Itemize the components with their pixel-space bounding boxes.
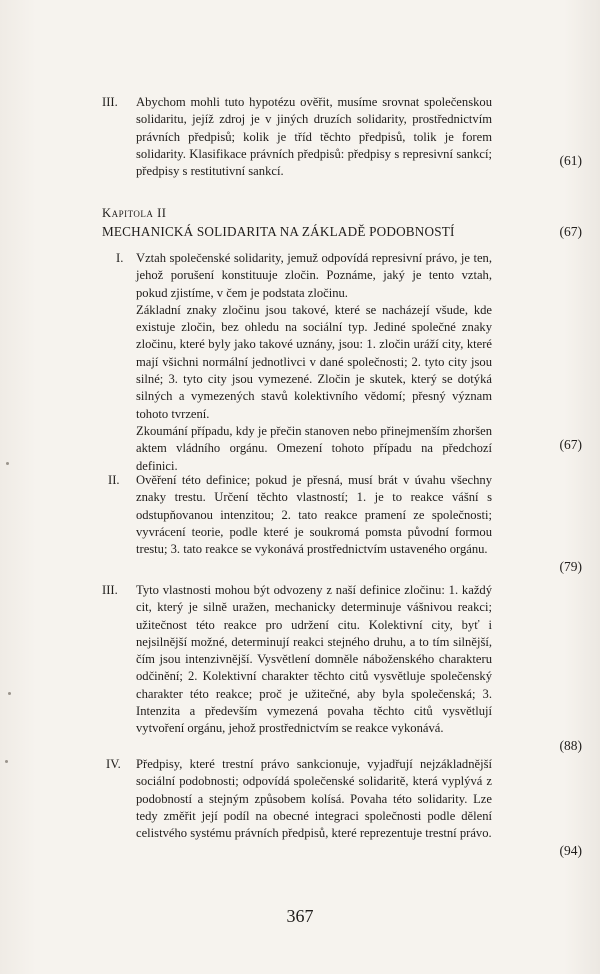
section-paragraph: Ověření této definice; pokud je přesná, musí brát v úvahu všechny znaky trestu. Určení těchto vlastností; 1. je to reakce vášní s odstupňovanou intenzitou; 2. tato reakce pramení ze společnosti; vyvrácení teorie, podle které je soukromá pomsta původní formou trestu; 3. tato reakce se vykonává prostřednictvím ustaveného orgánu. (136, 473, 492, 557)
scan-speck (5, 760, 8, 763)
entry-numeral: III. (102, 95, 118, 109)
page-folio: 367 (286, 906, 314, 926)
section-paragraph: Tyto vlastnosti mohou být odvozeny z naší definice zločinu: 1. každý cit, který je silně uražen, mechanicky determinuje vášnivou reakci; užitečnost této reakce pro udržení citu. Kolektivní city, byť i nejsilnější možné, determinují reakci stejného druhu, a to tím silnější, čím jsou intenzivnější. Vysvětlení domněle náboženského charakteru odčinění; 2. Kolektivní charakter těchto citů vysvětluje společenský charakter této reakce; proč je užitečné, aby byla společenská; 3. Intenzita a především vymezená povaha těchto citů vysvětlují vytvoření orgánu, jehož prostřednictvím se reakce vykonává. (136, 583, 492, 736)
section-paragraph: Předpisy, které trestní právo sankcionuje, vyjadřují nejzákladnější sociální podobnosti; odpovídá společenské solidaritě, která vyplývá z podobností a stejným způsobem kolísá. Povaha této solidarity. Lze tedy změřit její podíl na obecné integraci společnosti podle dělení celistvého systému právních předpisů, které reprezentuje trestní právo. (136, 757, 492, 841)
toc-section-ii (102, 472, 582, 572)
section-paragraph: Vztah společenské solidarity, jemuž odpovídá represivní právo, je ten, jehož porušení konstituuje zločin. Poznáme, jaký je tento vztah, pokud zjistíme, v čem je podstata zločinu. (136, 251, 492, 300)
section-numeral: I. (116, 251, 124, 265)
entry-text: Abychom mohli tuto hypotézu ověřit, musíme srovnat společenskou solidaritu, jejíž zdroj je v jiných druzích solidarity, prostřednictvím právních předpisů; kolik je tříd těchto předpisů, tolik je forem solidarity. Klasifikace právních předpisů: předpisy s represivní sankcí; předpisy s restitutivní sankcí. (136, 95, 492, 179)
section-paragraph: Zkoumání případu, kdy je přečin stanoven nebo přinejmenším zhoršen aktem vládního orgánu. Omezení tohoto případu na předchozí definici. (136, 423, 492, 473)
section-numeral: II. (108, 473, 120, 487)
scan-speck (8, 692, 11, 695)
section-page-number: (67) (559, 437, 582, 452)
section-text (136, 756, 492, 842)
section-text (136, 582, 492, 738)
section-text (136, 250, 492, 475)
chapter-title: MECHANICKÁ SOLIDARITA NA ZÁKLADĚ PODOBNOSTÍ (102, 224, 455, 239)
toc-section-iii (102, 582, 582, 753)
section-numeral: III. (102, 583, 118, 597)
toc-section-iv (102, 756, 582, 876)
entry-page-number: (61) (559, 153, 582, 168)
section-text (136, 472, 492, 558)
scan-speck (6, 462, 9, 465)
section-page-number: (94) (559, 843, 582, 858)
section-paragraph: Základní znaky zločinu jsou takové, které se nacházejí všude, kde existuje zločin, bez ohledu na sociální typ. Jediné společné znaky zločinu, které byly jako takové uznány, jsou: 1. zločin uráží city, které mají všichni normální jednotlivci v dané společnosti; 2. tyto city jsou silné; 3. tyto city jsou vymezené. Zločin je skutek, který se dotýká silných a vymezených stavů kolektivního vědomí; přesný význam tohoto tvrzení. (136, 302, 492, 421)
section-page-number: (88) (559, 738, 582, 753)
toc-section-i (102, 250, 582, 473)
section-page-number: (79) (559, 559, 582, 574)
chapter-page-number: (67) (559, 224, 582, 239)
toc-entry-iii-top (102, 94, 582, 184)
chapter-label: Kapitola II (102, 206, 167, 220)
section-numeral: IV. (106, 757, 121, 771)
